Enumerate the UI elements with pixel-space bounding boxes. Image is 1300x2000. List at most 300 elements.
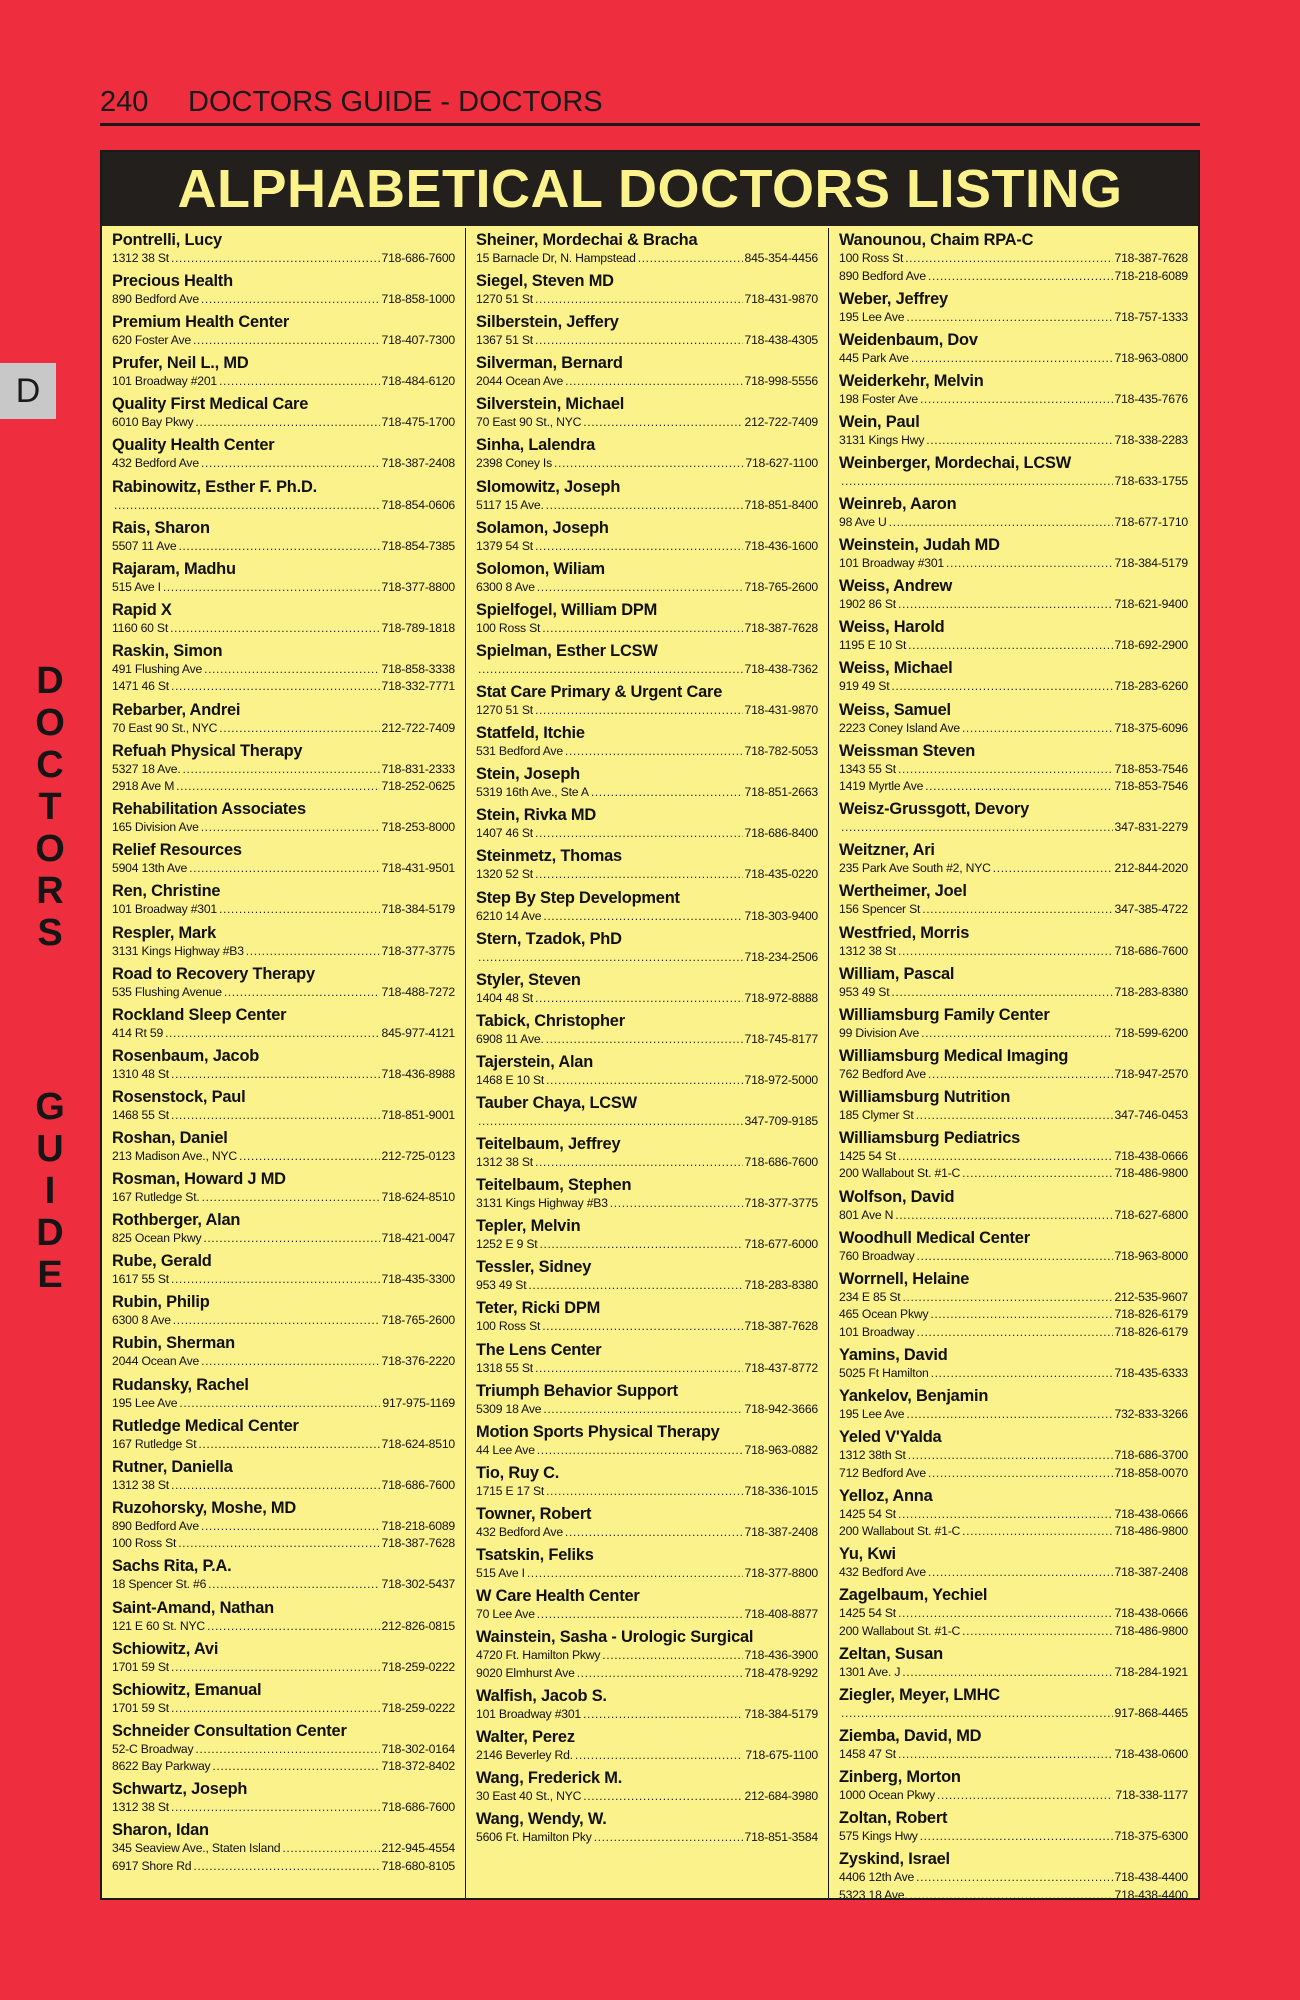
entry-contact-line — [476, 1442, 818, 1460]
dot-leader — [610, 1195, 743, 1213]
entry-name: Yankelov, Benjamin — [839, 1386, 989, 1405]
entry-contact-line — [112, 1518, 455, 1536]
entry-name: Zoltan, Robert — [839, 1809, 948, 1828]
dot-leader — [204, 661, 379, 679]
guide-title: DOCTORS GUIDE - DOCTORS — [188, 86, 603, 118]
entry-name: Yu, Kwi — [839, 1545, 896, 1564]
entry-contact-line — [476, 1747, 818, 1765]
listing-entry — [839, 1269, 1188, 1342]
side-letter: S — [37, 912, 63, 954]
entry-address: 70 East 90 St., NYC — [476, 415, 582, 430]
entry-phone: 718-680-8105 — [381, 1858, 455, 1873]
entry-contact-line — [476, 1195, 818, 1213]
entry-phone: 718-851-9001 — [381, 1107, 455, 1122]
entry-phone: 718-438-4400 — [1114, 1870, 1188, 1885]
entry-name: Wainstein, Sasha - Urologic Surgical — [476, 1628, 754, 1647]
dot-leader — [565, 373, 742, 391]
entry-contact-line — [112, 984, 455, 1002]
entry-contact-line — [839, 555, 1188, 573]
entry-contact-line — [476, 579, 818, 597]
entry-name: Rosenbaum, Jacob — [112, 1046, 260, 1065]
entry-name: Walter, Perez — [476, 1727, 575, 1746]
side-letter: O — [35, 828, 65, 870]
listing-entry — [112, 1779, 455, 1817]
entry-name: Tabick, Christopher — [476, 1011, 625, 1030]
entry-contact-line — [839, 1406, 1188, 1424]
entry-address: 1312 38 St — [112, 251, 169, 265]
entry-contact-line — [476, 949, 818, 967]
entry-address: 4720 Ft. Hamilton Pkwy — [476, 1648, 601, 1663]
listing-entry — [476, 1052, 818, 1090]
dot-leader — [189, 860, 379, 878]
listing-column-3 — [828, 228, 1198, 1898]
entry-contact-line — [112, 1025, 455, 1043]
entry-phone: 212-722-7409 — [744, 415, 818, 430]
listing-entry — [476, 1422, 818, 1460]
entry-phone: 718-686-7600 — [744, 1155, 818, 1170]
side-vertical-doctors — [28, 660, 72, 954]
entry-contact-line — [112, 1535, 455, 1553]
entry-address: 515 Ave I — [112, 579, 161, 594]
entry-contact-line — [112, 1353, 455, 1371]
entry-phone: 718-858-1000 — [381, 292, 455, 307]
entry-contact-line — [839, 720, 1188, 738]
entry-contact-line — [476, 1072, 818, 1090]
entry-name: Stein, Joseph — [476, 765, 580, 784]
dot-leader — [906, 1406, 1112, 1424]
entry-name: Woodhull Medical Center — [839, 1228, 1030, 1247]
entry-address: 5309 18 Ave — [476, 1401, 542, 1416]
listing-entry — [112, 477, 455, 515]
entry-address: 70 Lee Ave — [476, 1607, 535, 1622]
entry-phone: 718-218-6089 — [1114, 268, 1188, 283]
entry-contact-line — [839, 1289, 1188, 1307]
listing-entry — [839, 1726, 1188, 1764]
entry-phone: 718-387-2408 — [744, 1524, 818, 1539]
entry-name: Wertheimer, Joel — [839, 882, 967, 901]
entry-name: Zinberg, Morton — [839, 1768, 961, 1787]
entry-address: 1312 38 St — [112, 1477, 169, 1492]
dot-leader — [179, 1395, 380, 1413]
entry-address: 575 Kings Hwy — [839, 1829, 918, 1844]
entry-address: 52-C Broadway — [112, 1741, 194, 1756]
entry-phone: 718-377-8800 — [744, 1566, 818, 1580]
entry-phone: 718-431-9501 — [381, 861, 455, 876]
entry-contact-line — [476, 1606, 818, 1624]
entry-phone: 718-854-7385 — [381, 538, 455, 553]
entry-contact-line — [476, 497, 818, 515]
entry-phone: 718-998-5556 — [744, 374, 818, 389]
entry-contact-line — [839, 1664, 1188, 1682]
entry-name: Motion Sports Physical Therapy — [476, 1422, 720, 1441]
entry-contact-line — [112, 860, 455, 878]
entry-phone: 718-627-6800 — [1114, 1207, 1188, 1222]
entry-address: 2044 Ocean Ave — [112, 1354, 200, 1369]
entry-address: 1715 E 17 St — [476, 1483, 545, 1498]
listing-entry — [476, 682, 818, 720]
listing-entry — [112, 435, 455, 473]
entry-address: 101 Broadway #301 — [839, 556, 945, 571]
entry-phone: 718-675-1100 — [745, 1747, 818, 1762]
letter-index-tab[interactable]: D — [0, 363, 56, 419]
listing-entry — [112, 1721, 455, 1776]
listing-entry — [839, 1087, 1188, 1125]
listing-entry — [476, 394, 818, 432]
entry-contact-line — [112, 579, 455, 597]
entry-address: 15 Barnacle Dr, N. Hampstead — [476, 251, 636, 265]
entry-phone: 718-624-8510 — [381, 1190, 455, 1205]
entry-name: Sharon, Idan — [112, 1821, 209, 1840]
dot-leader — [926, 432, 1112, 450]
listing-entry — [476, 1381, 818, 1419]
entry-address: 100 Ross St — [476, 620, 541, 635]
entry-phone: 212-725-0123 — [381, 1148, 455, 1163]
entry-name: Schwartz, Joseph — [112, 1780, 248, 1799]
entry-address: 1301 Ave. J — [839, 1664, 901, 1679]
entry-phone: 718-627-1100 — [745, 456, 818, 471]
entry-address: 1312 38 St — [112, 1800, 169, 1815]
listing-entry — [476, 1257, 818, 1295]
listing-entry — [839, 923, 1188, 961]
dot-leader — [535, 990, 743, 1008]
entry-name: Weiderkehr, Melvin — [839, 371, 984, 390]
entry-contact-line — [476, 332, 818, 350]
entry-address: 762 Bedford Ave — [839, 1066, 926, 1081]
entry-phone: 212-945-4554 — [381, 1841, 455, 1856]
dot-leader — [898, 1746, 1113, 1764]
entry-contact-line — [476, 1647, 818, 1665]
entry-name: Yamins, David — [839, 1345, 948, 1364]
listing-entry — [839, 412, 1188, 450]
dot-leader — [171, 1107, 380, 1125]
entry-contact-line — [839, 391, 1188, 409]
entry-name: Stern, Tzadok, PhD — [476, 929, 622, 948]
dot-leader — [962, 1165, 1112, 1183]
entry-address: 1160 60 St — [112, 620, 169, 635]
entry-contact-line — [112, 1758, 455, 1776]
entry-address: 1318 55 St — [476, 1360, 533, 1375]
entry-name: Ren, Christine — [112, 882, 221, 901]
entry-contact-line — [476, 1788, 818, 1806]
entry-phone: 718-284-1921 — [1114, 1664, 1188, 1679]
entry-phone: 718-686-7600 — [381, 1477, 455, 1492]
entry-name: Wein, Paul — [839, 412, 920, 431]
entry-address: 185 Clymer St — [839, 1107, 914, 1122]
listing-entry — [112, 964, 455, 1002]
dot-leader — [193, 332, 380, 350]
entry-name: Weinberger, Mordechai, LCSW — [839, 453, 1071, 472]
entry-name: Rosman, Howard J MD — [112, 1170, 286, 1189]
entry-contact-line — [112, 497, 455, 515]
entry-contact-line — [112, 1189, 455, 1207]
dot-leader — [583, 1706, 742, 1724]
listing-entry — [839, 371, 1188, 409]
entry-phone: 718-624-8510 — [381, 1436, 455, 1451]
listing-entry — [112, 312, 455, 350]
entry-contact-line — [112, 291, 455, 309]
entry-phone: 718-435-7676 — [1114, 391, 1188, 406]
entry-phone: 212-844-2020 — [1114, 861, 1188, 876]
listing-panel — [100, 150, 1200, 1900]
listing-entry — [112, 353, 455, 391]
dot-leader — [898, 596, 1113, 614]
entry-phone: 718-438-0600 — [1114, 1747, 1188, 1762]
entry-name: Rockland Sleep Center — [112, 1005, 287, 1024]
listing-entry — [839, 1486, 1188, 1541]
dot-leader — [202, 1189, 380, 1207]
listing-entry — [112, 1598, 455, 1636]
entry-contact-line — [839, 473, 1188, 491]
entry-address: 1471 46 St — [112, 679, 169, 694]
entry-phone: 718-851-3584 — [744, 1830, 818, 1845]
entry-name: Roshan, Daniel — [112, 1128, 228, 1147]
listing-entry — [839, 453, 1188, 491]
dot-leader — [575, 1747, 744, 1765]
entry-contact-line — [476, 373, 818, 391]
listing-entry — [112, 600, 455, 638]
listing-entry — [476, 1340, 818, 1378]
entry-name: Williamsburg Pediatrics — [839, 1128, 1021, 1147]
listing-entry — [112, 741, 455, 796]
entry-name: Rebarber, Andrei — [112, 700, 241, 719]
entry-address: 531 Bedford Ave — [476, 744, 563, 759]
dot-leader — [535, 702, 743, 720]
entry-phone: 718-372-8402 — [381, 1759, 455, 1774]
dot-leader — [224, 984, 380, 1002]
entry-address: 101 Broadway #301 — [112, 902, 218, 917]
entry-phone: 718-853-7546 — [1114, 779, 1188, 794]
dot-leader — [546, 1031, 743, 1049]
entry-contact-line — [476, 1665, 818, 1683]
dot-leader — [171, 1700, 380, 1718]
listing-entry — [476, 1134, 818, 1172]
entry-address: 1404 48 St — [476, 990, 533, 1005]
entry-phone: 718-858-3338 — [381, 661, 455, 676]
dot-leader — [546, 1483, 742, 1501]
entry-address: 1419 Myrtle Ave — [839, 779, 924, 794]
dot-leader — [546, 497, 743, 515]
dot-leader — [195, 414, 379, 432]
entry-address: 1468 55 St — [112, 1107, 169, 1122]
entry-name: Premium Health Center — [112, 313, 290, 332]
entry-address: 491 Flushing Ave — [112, 661, 203, 676]
listing-entry — [476, 271, 818, 309]
dot-leader — [535, 1154, 743, 1172]
entry-address: 535 Flushing Avenue — [112, 984, 222, 999]
entry-name: Schiowitz, Avi — [112, 1639, 219, 1658]
entry-name: Tajerstein, Alan — [476, 1052, 594, 1071]
side-letter: R — [36, 870, 64, 912]
dot-leader — [246, 943, 380, 961]
entry-contact-line — [476, 538, 818, 556]
entry-address: 195 Lee Ave — [839, 309, 905, 324]
listing-entry — [112, 700, 455, 738]
dot-leader — [198, 1436, 379, 1454]
entry-phone: 718-488-7272 — [381, 984, 455, 999]
dot-leader — [898, 1148, 1113, 1166]
entry-address: 100 Ross St — [476, 1319, 541, 1334]
listing-entry — [112, 1416, 455, 1454]
dot-leader — [583, 414, 742, 432]
entry-name: Triumph Behavior Support — [476, 1381, 678, 1400]
side-letter: G — [35, 1086, 65, 1128]
entry-address: 30 East 40 St., NYC — [476, 1788, 582, 1803]
entry-contact-line — [112, 455, 455, 473]
listing-entry — [839, 494, 1188, 532]
entry-contact-line — [112, 1107, 455, 1125]
entry-phone: 718-234-2506 — [744, 949, 818, 964]
entry-address: 465 Ocean Pkwy — [839, 1307, 929, 1322]
entry-phone: 718-963-0800 — [1114, 350, 1188, 365]
listing-entry — [476, 1463, 818, 1501]
entry-contact-line — [112, 620, 455, 638]
entry-phone: 732-833-3266 — [1114, 1406, 1188, 1421]
entry-phone: 718-375-6096 — [1114, 720, 1188, 735]
entry-phone: 718-387-2408 — [1114, 1565, 1188, 1580]
entry-address: 1252 E 9 St — [476, 1237, 538, 1252]
listing-entry — [476, 559, 818, 597]
dot-leader — [178, 538, 379, 556]
entry-address: 953 49 St — [839, 984, 890, 999]
entry-name: Yelloz, Anna — [839, 1486, 933, 1505]
entry-phone: 718-338-1177 — [1115, 1788, 1188, 1803]
entry-contact-line — [476, 1154, 818, 1172]
entry-address: 2223 Coney Island Ave — [839, 720, 960, 735]
entry-phone: 718-765-2600 — [381, 1313, 455, 1328]
dot-leader — [478, 1113, 743, 1131]
entry-address: 760 Broadway — [839, 1248, 915, 1263]
dot-leader — [928, 1564, 1113, 1582]
entry-contact-line — [476, 1565, 818, 1583]
dot-leader — [535, 866, 743, 884]
entry-contact-line — [112, 1799, 455, 1817]
entry-address: 213 Madison Ave., NYC — [112, 1148, 237, 1163]
listing-entry — [476, 1545, 818, 1583]
entry-address: 1312 38th St — [839, 1448, 906, 1463]
dot-leader — [195, 1741, 379, 1759]
entry-name: Statfeld, Itchie — [476, 724, 585, 743]
entry-contact-line — [112, 778, 455, 796]
entry-address: 712 Bedford Ave — [839, 1465, 926, 1480]
entry-contact-line — [839, 1828, 1188, 1846]
dot-leader — [931, 1365, 1113, 1383]
entry-phone: 347-746-0453 — [1114, 1107, 1188, 1122]
entry-phone: 718-677-1710 — [1114, 515, 1188, 530]
dot-leader — [537, 579, 743, 597]
entry-phone: 718-283-8380 — [744, 1278, 818, 1293]
entry-address: 6300 8 Ave — [476, 579, 535, 594]
dot-leader — [537, 1442, 743, 1460]
entry-phone: 718-259-0222 — [381, 1659, 455, 1674]
entry-name: Williamsburg Nutrition — [839, 1087, 1011, 1106]
entry-phone: 718-437-8772 — [744, 1360, 818, 1375]
entry-phone: 718-686-7600 — [381, 251, 455, 265]
listing-entry — [476, 312, 818, 350]
dot-leader — [540, 1236, 743, 1254]
entry-address: 3131 Kings Highway #B3 — [476, 1196, 608, 1211]
listing-entry — [476, 970, 818, 1008]
listing-entry — [112, 1556, 455, 1594]
entry-name: Rutledge Medical Center — [112, 1416, 299, 1435]
entry-phone: 718-438-7362 — [744, 661, 818, 676]
entry-name: Williamsburg Medical Imaging — [839, 1046, 1069, 1065]
entry-phone: 718-486-9800 — [1114, 1524, 1188, 1539]
entry-phone: 718-332-7771 — [381, 679, 455, 694]
entry-contact-line — [112, 538, 455, 556]
entry-contact-line — [112, 1840, 455, 1858]
entry-contact-line — [476, 1318, 818, 1336]
dot-leader — [583, 1788, 742, 1806]
page-header — [100, 88, 1200, 126]
entry-address: 99 Division Ave — [839, 1025, 920, 1040]
listing-entry — [112, 1046, 455, 1084]
listing-entry — [839, 658, 1188, 696]
entry-name: Wanounou, Chaim RPA-C — [839, 231, 1034, 249]
entry-address: 1270 51 St — [476, 292, 533, 307]
listing-entry — [839, 1005, 1188, 1043]
entry-contact-line — [839, 1746, 1188, 1764]
listing-entry — [476, 888, 818, 926]
entry-contact-line — [839, 943, 1188, 961]
side-letter: U — [36, 1128, 64, 1170]
entry-contact-line — [112, 250, 455, 268]
listing-column-2 — [465, 228, 828, 1898]
entry-name: Sinha, Lalendra — [476, 436, 596, 455]
entry-address: 121 E 60 St. NYC — [112, 1618, 205, 1633]
side-letter: D — [36, 660, 64, 702]
entry-contact-line — [839, 1066, 1188, 1084]
entry-name: Zagelbaum, Yechiel — [839, 1586, 988, 1605]
entry-phone: 718-387-7628 — [744, 1319, 818, 1334]
entry-name: Precious Health — [112, 272, 233, 291]
entry-address: 1617 55 St — [112, 1272, 169, 1287]
entry-address: 1407 46 St — [476, 826, 533, 841]
dot-leader — [171, 1271, 380, 1289]
entry-address: 195 Lee Ave — [112, 1395, 178, 1410]
entry-name: Weinreb, Aaron — [839, 495, 957, 514]
listing-entry — [839, 799, 1188, 837]
entry-address: 3131 Kings Highway #B3 — [112, 943, 244, 958]
entry-address: 1379 54 St — [476, 538, 533, 553]
entry-phone: 718-387-7628 — [744, 620, 818, 635]
entry-contact-line — [112, 819, 455, 837]
entry-phone: 718-377-8800 — [381, 579, 455, 594]
entry-contact-line — [839, 1025, 1188, 1043]
entry-contact-line — [476, 414, 818, 432]
entry-contact-line — [839, 1623, 1188, 1641]
entry-phone: 718-283-8380 — [1114, 984, 1188, 999]
entry-address: 18 Spencer St. #6 — [112, 1577, 207, 1592]
entry-name: Rapid X — [112, 600, 172, 619]
entry-name: Solamon, Joseph — [476, 518, 609, 537]
entry-address: 100 Ross St — [839, 251, 904, 265]
listing-entry — [476, 846, 818, 884]
entry-contact-line — [476, 1360, 818, 1378]
entry-contact-line — [112, 1066, 455, 1084]
entry-contact-line — [839, 1869, 1188, 1887]
entry-address: 6010 Bay Pkwy — [112, 415, 194, 430]
entry-contact-line — [839, 1523, 1188, 1541]
entry-phone: 718-435-6333 — [1114, 1365, 1188, 1380]
entry-phone: 718-486-9800 — [1114, 1623, 1188, 1638]
dot-leader — [841, 473, 1113, 491]
entry-address: 98 Ave U — [839, 515, 887, 530]
entry-contact-line — [476, 250, 818, 268]
entry-address: 5025 Ft Hamilton — [839, 1365, 929, 1380]
entry-contact-line — [839, 1605, 1188, 1623]
entry-address: 5323 18 Ave. — [839, 1887, 908, 1898]
entry-name: Wang, Frederick M. — [476, 1768, 623, 1787]
